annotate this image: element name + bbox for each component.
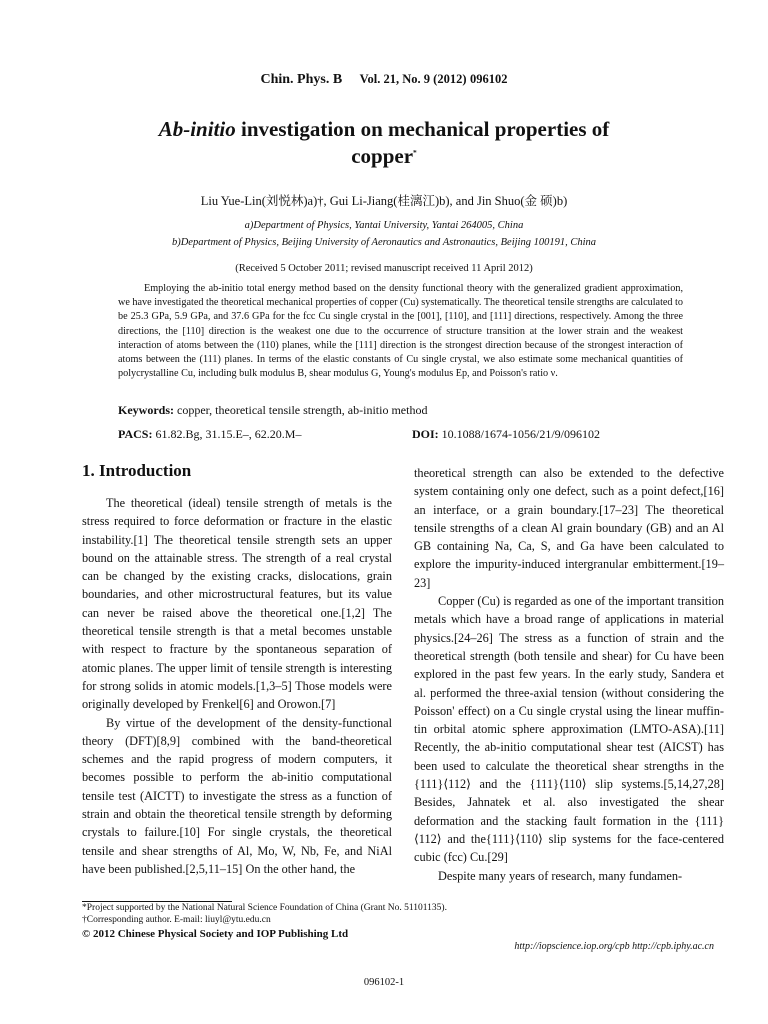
page-number: 096102-1 <box>363 977 405 988</box>
volume-info: Vol. 21, No. 9 (2012) <box>359 72 467 86</box>
journal-urls[interactable]: http://iopscience.iop.org/cpb http://cpb.iphy.ac.cn <box>514 941 714 952</box>
left-column <box>82 460 392 878</box>
footnote-rule <box>82 901 232 902</box>
paragraph: Copper (Cu) is regarded as one of the important transition metals which have a broad range of applications in material physics.[24–26] The stress as a function of strain and the theoretical strength (both tensile and shear) for Cu have been explored in the past few years. In the early study, Sandera et al. performed the three-axial tension (without considering the Poisson' effect) on a Cu single crystal using the linear muffin-tin orbital atomic sphere approximation (LMTO-ASA).[11] Recently, the ab-initio computational shear test (AICST) has been used to calculate the theoretical shear strengths in the {111}⟨112⟩ and the {111}⟨110⟩ slip systems.[5,14,27,28] Besides, Jahnatek et al. also investigated the shear deformation and the stacking fault formation in the {111}⟨112⟩ and the{111}⟨110⟩ slip systems for the face-centered cubic (fcc) Cu.[29] <box>414 594 724 865</box>
paper-title <box>150 116 618 170</box>
paragraph: By virtue of the development of the density-functional theory (DFT)[8,9] combined with the band-theoretical schemes and the rapid progress of modern computers, it becomes possible to perform the ab-initio computational tensile test (AICTT) to investigate the stress as a function of strain and obtain the theoretical tensile strength by deforming crystals to failure.[10] For single crystals, the theoretical tensile and shear strengths of Al, Mo, W, Nb, Fe, and NiAl have been published.[2,5,11–15] On the other hand, the <box>82 715 392 876</box>
author-list: Liu Yue-Lin(刘悦林)a)†, Gui Li-Jiang(桂漓江)b), and Jin Shuo(金 硕)b) <box>200 194 568 208</box>
paragraph: Despite many years of research, many fundamen- <box>438 868 683 883</box>
keywords <box>118 403 683 418</box>
footnote-funding: *Project supported by the National Natural Science Foundation of China (Grant No. 51101135). <box>82 903 447 913</box>
copyright: © 2012 Chinese Physical Society and IOP Publishing Ltd <box>82 928 349 940</box>
affiliation-b: b)Department of Physics, Beijing University of Aeronautics and Astronautics, Beijing 100191, China <box>171 237 597 248</box>
paragraph: theoretical strength can also be extended to the defective system containing only one defect, such as a point defect,[16] an interface, or a grain boundary.[17–23] The theoretical tensile strengths of a clean Al grain boundary (GB) and an Al GB containing Na, Ca, S, and Ga have been calculated to explore the impurity-induced intergranular embitterment.[19–23] <box>414 466 724 590</box>
doi-label: DOI: <box>412 427 439 441</box>
affiliation-a: a)Department of Physics, Yantai University, Yantai 264005, China <box>244 220 524 231</box>
keywords-value: copper, theoretical tensile strength, ab-initio method <box>177 403 428 417</box>
journal-name: Chin. Phys. B <box>260 72 343 87</box>
running-header <box>0 72 768 88</box>
section-heading: 1. Introduction <box>82 461 192 480</box>
pacs-label: PACS: <box>118 427 153 441</box>
right-column <box>414 464 724 885</box>
title-rest: investigation on mechanical properties of copper <box>241 117 610 168</box>
title-italic: Ab-initio <box>158 117 236 141</box>
footnote-corresponding: †Corresponding author. E-mail: liuyl@ytu.edu.cn <box>82 915 271 925</box>
received-dates: (Received 5 October 2011; revised manuscript received 11 April 2012) <box>235 263 533 274</box>
pacs <box>118 427 301 442</box>
doi-value: 10.1088/1674-1056/21/9/096102 <box>441 427 601 441</box>
keywords-label: Keywords: <box>118 403 174 417</box>
doi <box>412 427 600 442</box>
abstract: Employing the ab-initio total energy method based on the density functional theory with the generalized gradient approximation, we have investigated the theoretical mechanical properties of copper (Cu) systematically. The theoretical tensile strengths are calculated to be 25.3 GPa, 5.9 GPa, and 37.6 GPa for the fcc Cu single crystal in the [001], [110], and [111] directions, respectively. Among the three directions, the [110] direction is the weakest one due to the occurrence of structure transition at the lower strain and the weakest interaction of atoms between the (110) planes, while the [111] direction is the strongest direction because of the strongest interaction of atoms between the (111) planes. In terms of the elastic constants of Cu single crystal, we also estimate some mechanical quantities of polycrystalline Cu, including bulk modulus B, shear modulus G, Young's modulus Ep, and Poisson's ratio ν. <box>118 283 683 380</box>
paragraph: The theoretical (ideal) tensile strength of metals is the stress required to force deformation or fracture in the elastic instability.[1] The theoretical tensile strength sets an upper bound on the attainable stress. The strength of a real crystal can be changed by the existing cracks, dislocations, grain boundaries, and other microstructural features, but its value can never be raised above the theoretical one.[1,2] The theoretical tensile strength is that a metal becomes unstable with respect to fracture by the spontaneous separation of atomic planes. The upper limit of tensile strength is interesting for strong solids in atomic models.[1,3–5] Those models were originally developed by Frenkel[6] and Orowon.[7] <box>82 496 392 712</box>
article-number: 096102 <box>470 72 508 86</box>
pacs-value: 61.82.Bg, 31.15.E–, 62.20.M– <box>155 427 302 441</box>
title-footnote-mark: * <box>413 148 417 157</box>
